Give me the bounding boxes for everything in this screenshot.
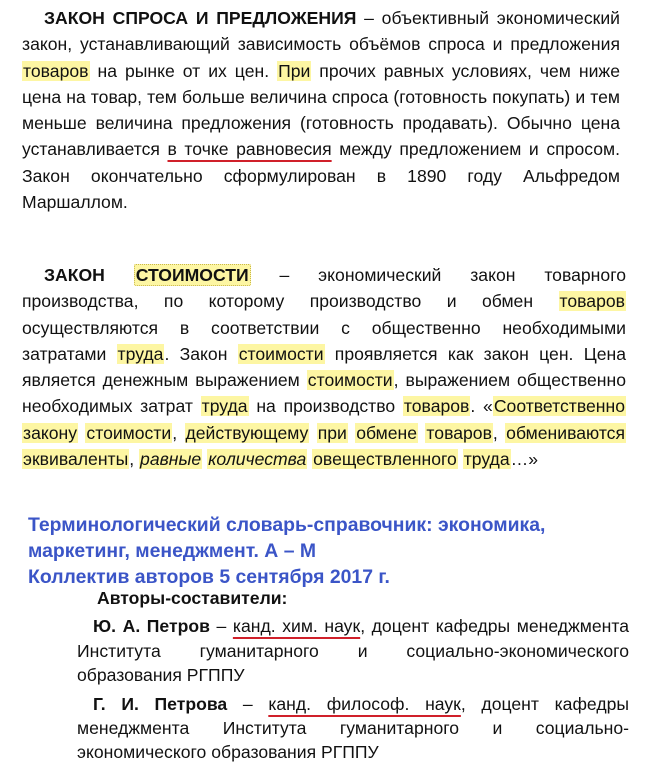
- link-pri[interactable]: при: [317, 422, 347, 443]
- link-truda[interactable]: труда: [117, 343, 164, 364]
- author-degree-2: канд. философ. наук: [268, 693, 461, 714]
- link-tovarov[interactable]: товаров: [559, 291, 625, 312]
- source-authors-date: Коллектив авторов 5 сентября 2017 г.: [28, 566, 390, 588]
- term-supply-demand: ЗАКОН СПРОСА И ПРЕДЛОЖЕНИЯ: [44, 8, 357, 28]
- link-stoimosti[interactable]: стоимости: [238, 343, 324, 364]
- link-truda[interactable]: труда: [201, 396, 248, 417]
- link-tovarov[interactable]: товаров: [403, 396, 470, 417]
- author-name-1: Ю. А. Петров: [93, 616, 210, 637]
- source-title-line2: маркетинг, менеджмент. А – М: [28, 540, 317, 562]
- link-tovarov[interactable]: товаров: [426, 422, 492, 443]
- source-title-line1: Терминологический словарь-справочник: экономика,: [28, 514, 546, 536]
- link-truda[interactable]: труда: [463, 449, 510, 470]
- paragraph-law-of-value: ЗАКОН СТОИМОСТИ – экономический закон товарного производства, по которому производство и обмен товаров осуществляются в соответствии с общественно необходимыми затратами труда. Закон стоимости проявляется как закон цен. Цена является денежным выражением стоимости, выражением общественно необходимых затрат труда на производство товаров. «Соответственно закону стоимости, действующему при обмене товаров, обмениваются эквиваленты, равные количества овеществленного труда…»: [22, 265, 627, 470]
- link-zakonu[interactable]: закону: [23, 422, 78, 443]
- link-sootvetstvenno[interactable]: Соответственно: [493, 396, 625, 417]
- link-ravnye[interactable]: равные: [140, 449, 202, 470]
- link-kolichestva[interactable]: количества: [208, 449, 307, 470]
- link-obmene[interactable]: обмене: [356, 422, 418, 443]
- underlined-equilibrium: в точке равновесия: [167, 139, 332, 160]
- author-degree-1: канд. хим. наук: [232, 616, 361, 637]
- link-obmenivayutsya[interactable]: обмениваются: [506, 422, 625, 443]
- paragraph-supply-demand: ЗАКОН СПРОСА И ПРЕДЛОЖЕНИЯ – объективный экономический закон, устанавливающий зависимость объёмов спроса и предложения товаров на рынке от их цен. При прочих равных условиях, чем ниже цена на товар, тем больше величина спроса (готовность покупать) и тем меньше величина предложения (готовность продавать). Обычно цена устанавливается в точке равновесия между предложением и спросом. Закон окончательно сформулирован в 1890 году Альфредом Маршаллом.: [22, 8, 621, 213]
- author-name-2: Г. И. Петрова: [93, 693, 228, 714]
- source-citation: [28, 512, 545, 590]
- author-entry-2: Г. И. Петрова – канд. философ. наук, доцент кафедры менеджмента Института гуманитарного и социально-экономического образования РГППУ: [77, 693, 630, 763]
- term-law-prefix: ЗАКОН: [44, 265, 134, 285]
- authors-heading: Авторы-составители:: [97, 588, 288, 608]
- authors-block: [77, 586, 629, 765]
- link-pri[interactable]: При: [278, 60, 311, 81]
- link-stoimosti[interactable]: стоимости: [307, 370, 393, 391]
- link-oveshchestvlennogo[interactable]: овеществленного: [313, 449, 457, 470]
- link-tovarov[interactable]: товаров: [23, 60, 89, 81]
- link-stoimosti-term[interactable]: СТОИМОСТИ: [135, 265, 249, 285]
- author-entry-1: Ю. А. Петров – канд. хим. наук, доцент кафедры менеджмента Института гуманитарного и социально-экономического образования РГППУ: [77, 616, 630, 686]
- link-deystvuyushchemu[interactable]: действующему: [185, 422, 309, 443]
- link-ekvivalenty[interactable]: эквиваленты: [23, 449, 129, 470]
- link-stoimosti[interactable]: стоимости: [86, 422, 172, 443]
